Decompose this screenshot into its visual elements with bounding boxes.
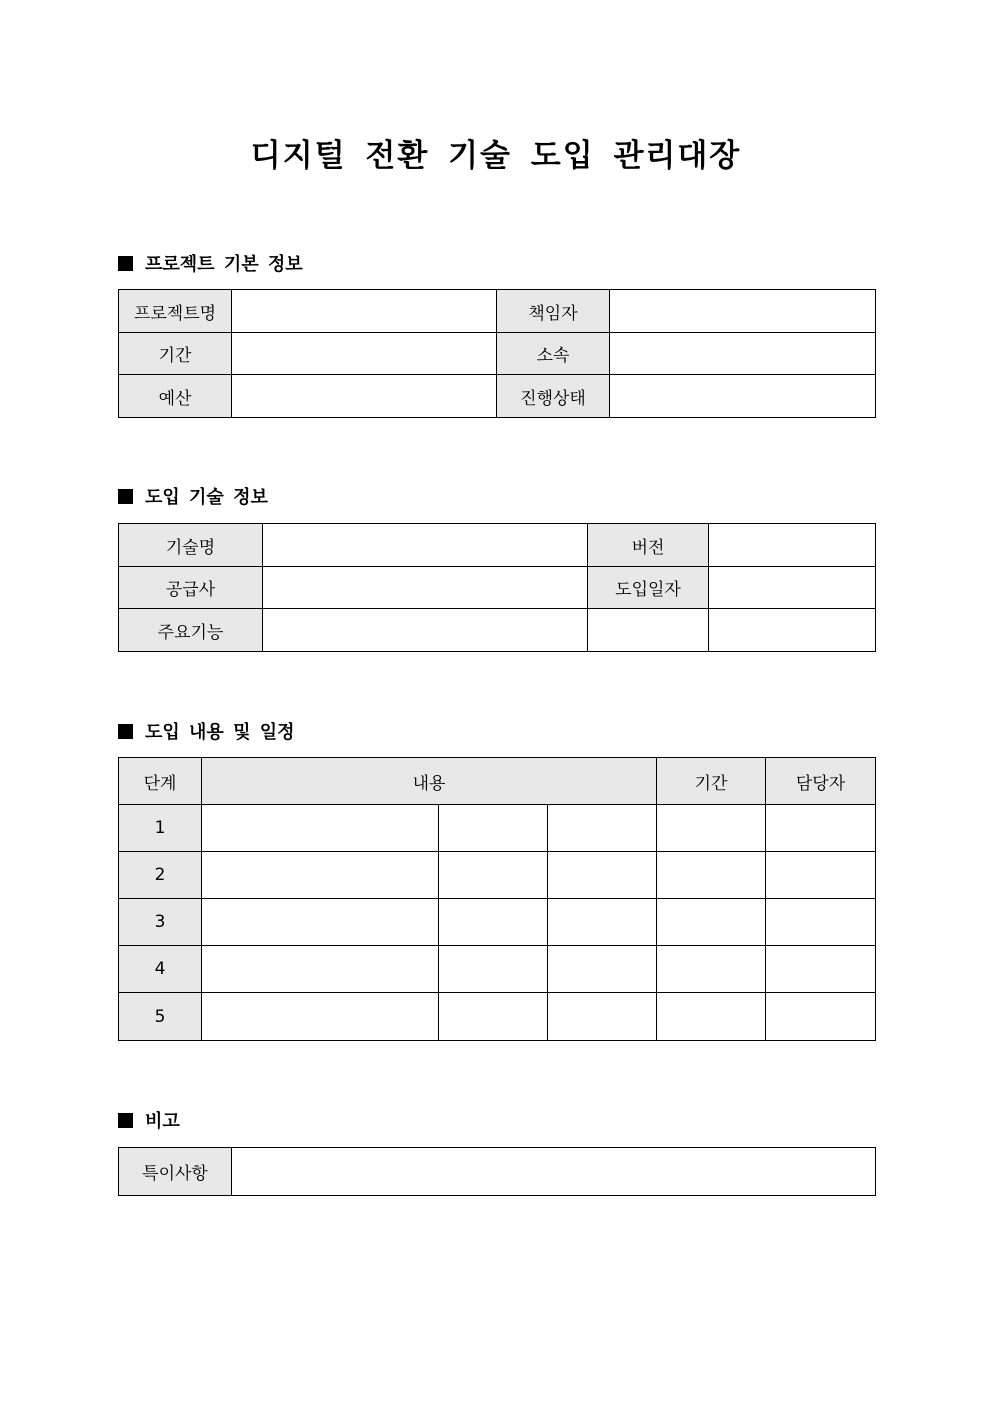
label-project-name: 프로젝트명 (119, 290, 232, 333)
header-period: 기간 (657, 758, 766, 805)
label-version: 버전 (588, 524, 709, 567)
manager-cell[interactable] (766, 899, 876, 946)
header-step: 단계 (119, 758, 202, 805)
content-cell[interactable] (548, 805, 657, 852)
section-heading-project (118, 252, 303, 278)
black-square-icon (118, 256, 133, 271)
special-notes-field[interactable] (232, 1148, 876, 1196)
section-heading-technology (118, 485, 268, 511)
period-cell[interactable] (657, 946, 766, 993)
label-main-features: 주요기능 (119, 609, 263, 652)
content-cell[interactable] (202, 805, 439, 852)
section-heading-schedule (118, 720, 295, 746)
label-period: 기간 (119, 333, 232, 375)
table-row (119, 375, 876, 418)
manager-cell[interactable] (766, 946, 876, 993)
section-heading-technology-text: 도입 기술 정보 (145, 487, 268, 508)
table-row (119, 946, 876, 993)
content-cell[interactable] (439, 993, 548, 1041)
content-cell[interactable] (439, 852, 548, 899)
owner-field[interactable] (610, 290, 876, 333)
label-budget: 예산 (119, 375, 232, 418)
table-row (119, 290, 876, 333)
step-number: 2 (119, 852, 202, 899)
table-row (119, 567, 876, 609)
adoption-date-field[interactable] (709, 567, 876, 609)
manager-cell[interactable] (766, 852, 876, 899)
period-cell[interactable] (657, 993, 766, 1041)
black-square-icon (118, 724, 133, 739)
label-department: 소속 (497, 333, 610, 375)
content-cell[interactable] (548, 899, 657, 946)
section-heading-schedule-text: 도입 내용 및 일정 (145, 722, 295, 743)
header-manager: 담당자 (766, 758, 876, 805)
version-field[interactable] (709, 524, 876, 567)
content-cell[interactable] (439, 946, 548, 993)
step-number: 3 (119, 899, 202, 946)
manager-cell[interactable] (766, 993, 876, 1041)
label-owner: 책임자 (497, 290, 610, 333)
section-heading-project-text: 프로젝트 기본 정보 (145, 254, 303, 275)
table-row (119, 1148, 876, 1196)
content-cell[interactable] (548, 993, 657, 1041)
supplier-field[interactable] (263, 567, 588, 609)
project-info-table (118, 289, 876, 418)
department-field[interactable] (610, 333, 876, 375)
main-features-field[interactable] (263, 609, 588, 652)
step-number: 4 (119, 946, 202, 993)
document-title: 디지털 전환 기술 도입 관리대장 (250, 138, 742, 174)
manager-cell[interactable] (766, 805, 876, 852)
section-heading-remarks (118, 1109, 180, 1135)
step-number: 1 (119, 805, 202, 852)
budget-field[interactable] (232, 375, 497, 418)
label-tech-name: 기술명 (119, 524, 263, 567)
period-field[interactable] (232, 333, 497, 375)
content-cell[interactable] (202, 899, 439, 946)
table-row (119, 609, 876, 652)
blank-cell[interactable] (588, 609, 709, 652)
tech-name-field[interactable] (263, 524, 588, 567)
period-cell[interactable] (657, 899, 766, 946)
table-row (119, 524, 876, 567)
table-row (119, 899, 876, 946)
content-cell[interactable] (439, 899, 548, 946)
schedule-table (118, 757, 876, 1041)
label-status: 진행상태 (497, 375, 610, 418)
content-cell[interactable] (439, 805, 548, 852)
table-row (119, 993, 876, 1041)
technology-info-table (118, 523, 876, 652)
label-special-notes: 특이사항 (119, 1148, 232, 1196)
status-field[interactable] (610, 375, 876, 418)
content-cell[interactable] (548, 852, 657, 899)
content-cell[interactable] (202, 946, 439, 993)
project-name-field[interactable] (232, 290, 497, 333)
content-cell[interactable] (202, 993, 439, 1041)
header-content: 내용 (202, 758, 657, 805)
period-cell[interactable] (657, 805, 766, 852)
content-cell[interactable] (202, 852, 439, 899)
table-row (119, 333, 876, 375)
black-square-icon (118, 1113, 133, 1128)
label-adoption-date: 도입일자 (588, 567, 709, 609)
step-number: 5 (119, 993, 202, 1041)
table-header-row (119, 758, 876, 805)
label-supplier: 공급사 (119, 567, 263, 609)
table-row (119, 805, 876, 852)
content-cell[interactable] (548, 946, 657, 993)
black-square-icon (118, 489, 133, 504)
section-heading-remarks-text: 비고 (145, 1111, 180, 1132)
table-row (119, 852, 876, 899)
blank-cell[interactable] (709, 609, 876, 652)
remarks-table (118, 1147, 876, 1196)
period-cell[interactable] (657, 852, 766, 899)
